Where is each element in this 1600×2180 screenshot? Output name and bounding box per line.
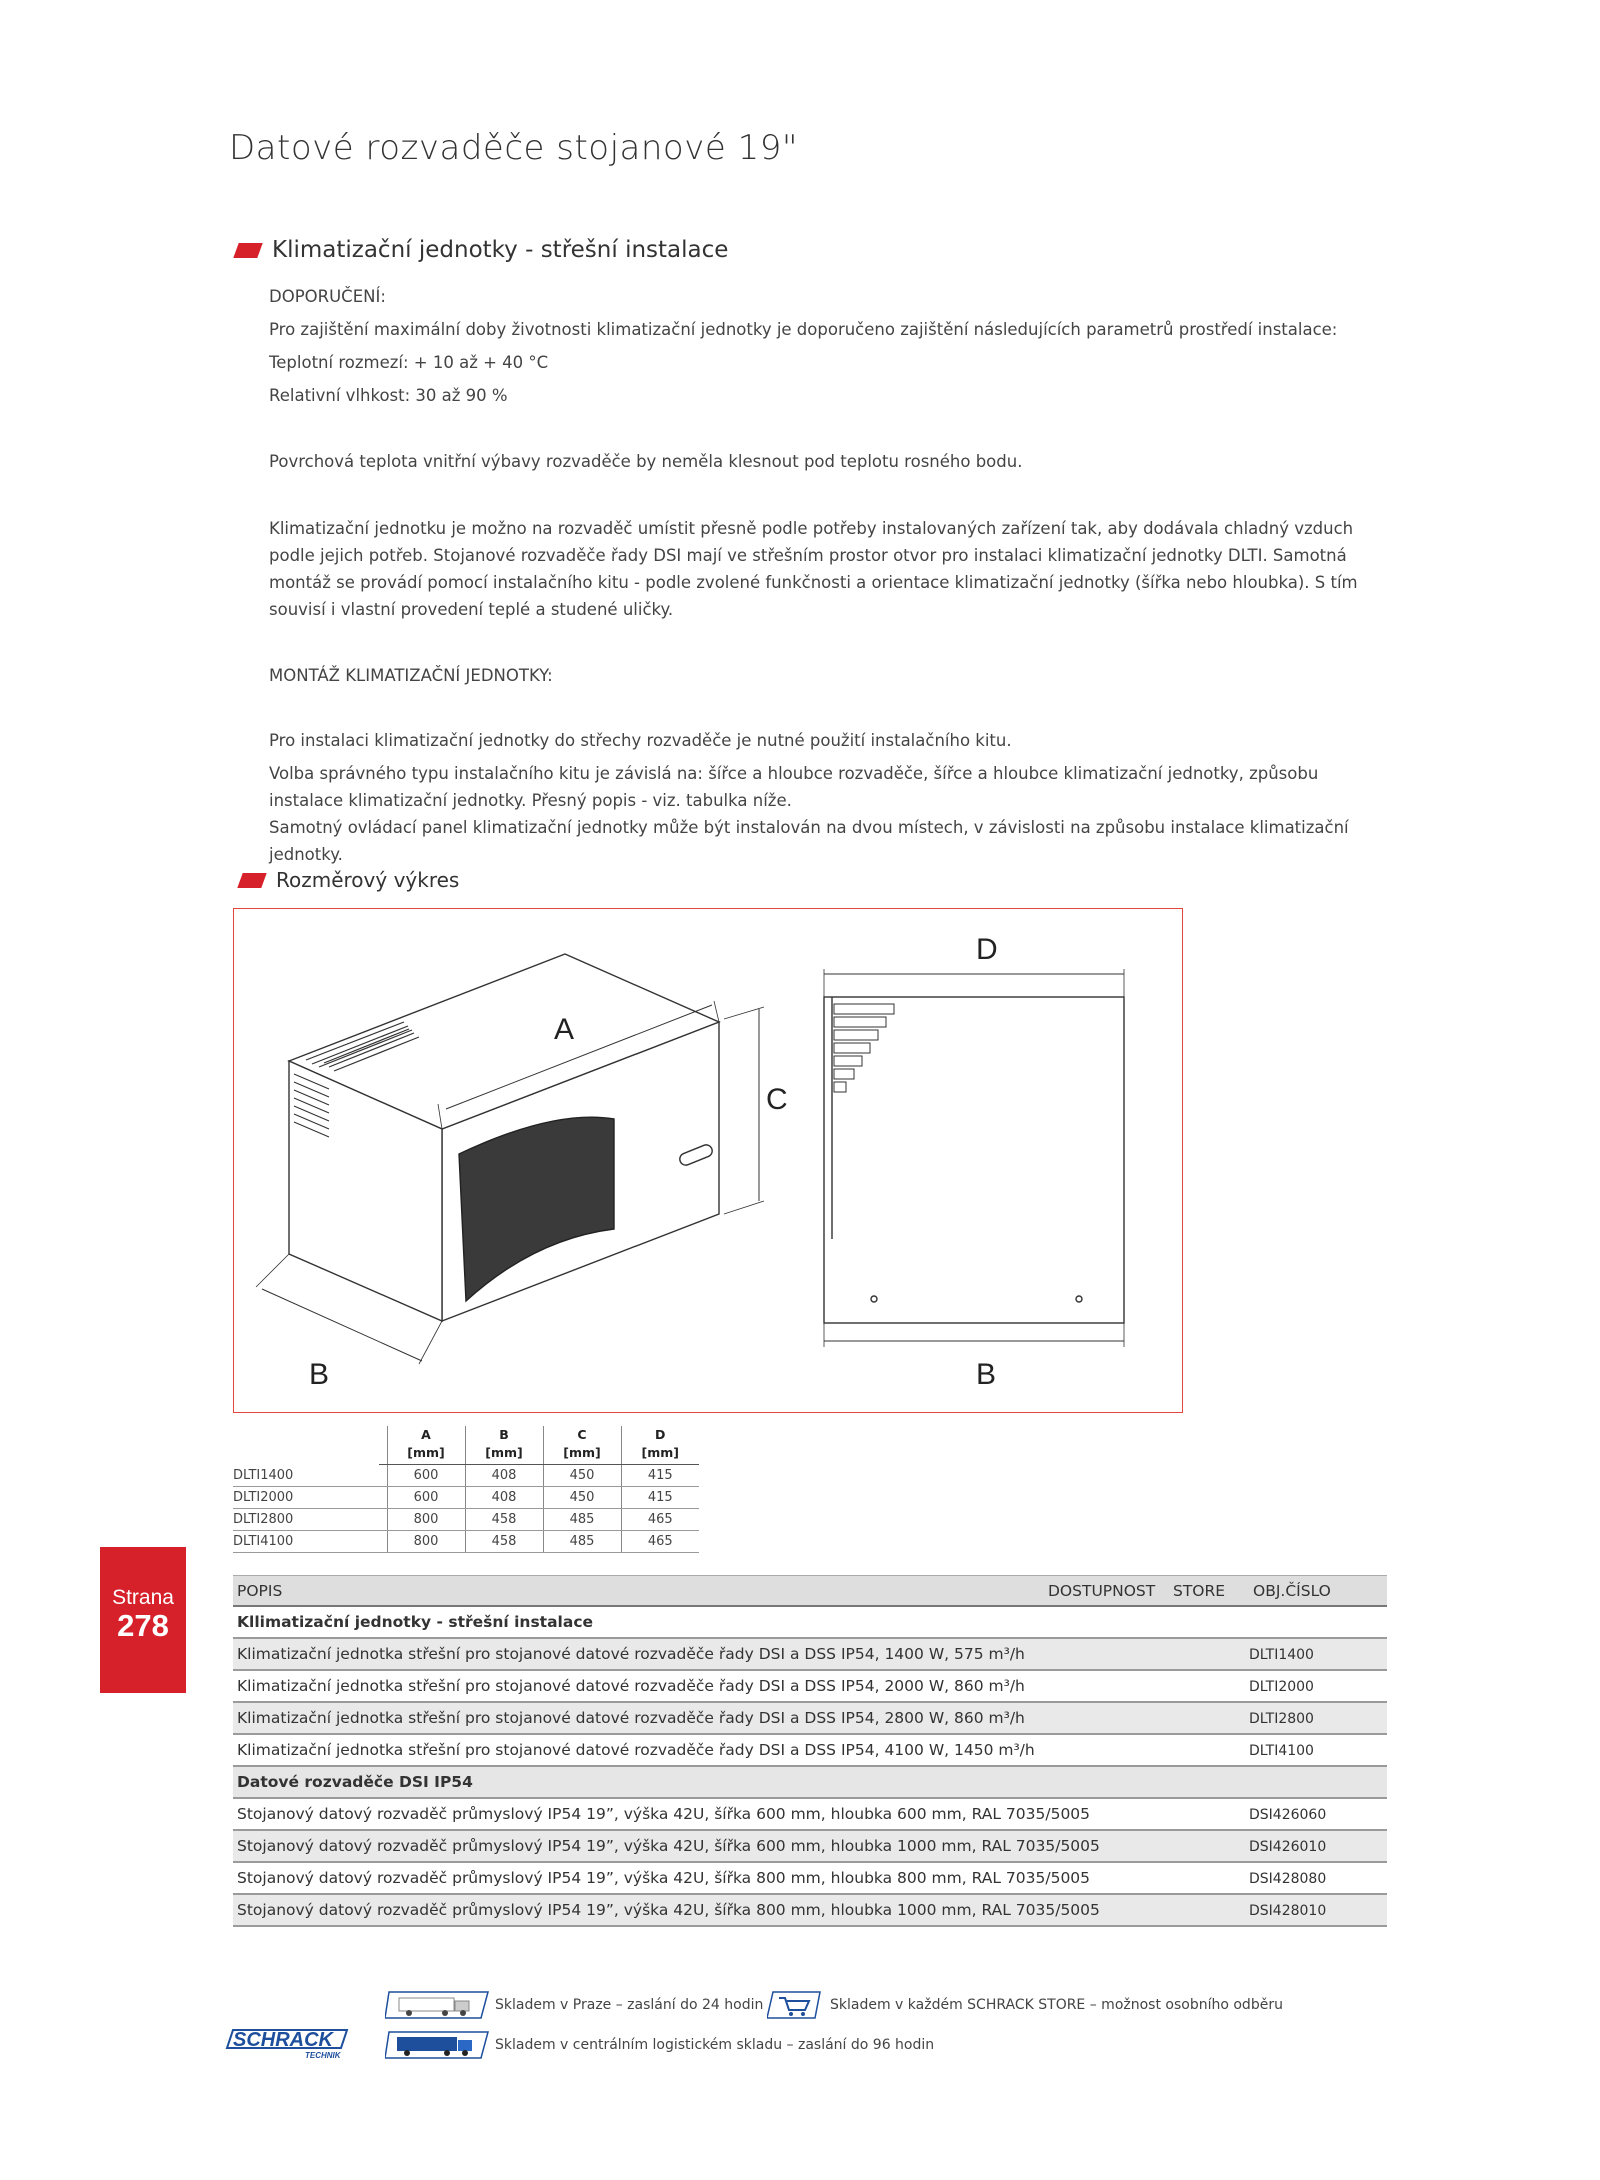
recommend-temp xyxy=(269,349,1389,376)
table-row: Klimatizační jednotka střešní pro stojanové datové rozvaděče řady DSI a DSS IP54, 1400 W, 575 m³/h DLTI1400 xyxy=(233,1639,1387,1671)
recommend-intro xyxy=(269,316,1389,343)
col-dostupnost: DOSTUPNOST xyxy=(1048,1582,1156,1600)
humidity-text: Relativní vlhkost: 30 až 90 % xyxy=(269,386,508,405)
recommend-intro-text: Pro zajištění maximální doby životnosti klimatizační jednotky je doporučeno zajištění následujících parametrů prostředí instalace: xyxy=(269,320,1338,339)
section-marker-icon xyxy=(233,243,262,258)
recommend-placement xyxy=(269,515,1389,623)
dim-label-a: A xyxy=(554,1013,575,1046)
dim-label-b-side: B xyxy=(976,1358,997,1391)
temp-range-text: Teplotní rozmezí: + 10 až + 40 °C xyxy=(269,353,549,372)
mounting-p2-text: Volba správného typu instalačního kitu je závislá na: šířce a hloubce rozvaděče, šířce a hloubce klimatizační jednotky, způsobu instalace klimatizační jednotky. Přesný popis - viz. tabulka níže. xyxy=(269,764,1319,810)
mounting-p1 xyxy=(269,727,1389,754)
truck-prague-icon xyxy=(385,1990,490,2020)
table-row: DLTI2800 800 458 485 465 xyxy=(233,1509,699,1531)
table-row: Stojanový datový rozvaděč průmyslový IP54 19”, výška 42U, šířka 800 mm, hloubka 1000 mm, RAL 7035/5005 DSI428010 xyxy=(233,1895,1387,1927)
side-view-body xyxy=(824,997,1124,1323)
group-header-aircon: Kllimatizační jednotky - střešní instalace xyxy=(233,1607,1387,1639)
mounting-p3-text: Samotný ovládací panel klimatizační jednotky může být instalován na dvou místech, v závislosti na způsobu instalace klimatizační jednotky. xyxy=(269,818,1349,864)
section-heading-drawing xyxy=(240,868,459,892)
col-popis: POPIS xyxy=(237,1582,283,1600)
dim-col-a: A [mm] xyxy=(387,1426,465,1465)
dim-col-d: D [mm] xyxy=(621,1426,699,1465)
table-row: Klimatizační jednotka střešní pro stojanové datové rozvaděče řady DSI a DSS IP54, 2800 W, 860 m³/h DLTI2800 xyxy=(233,1703,1387,1735)
col-obj-cislo: OBJ.ČÍSLO xyxy=(1253,1582,1331,1600)
svg-text:TECHNIK: TECHNIK xyxy=(305,2051,341,2060)
mounting-heading-text: MONTÁŽ KLIMATIZAČNÍ JEDNOTKY: xyxy=(269,666,553,685)
surface-temp-text: Povrchová teplota vnitřní výbavy rozvaděče by neměla klesnout pod teplotu rosného bodu. xyxy=(269,452,1023,471)
legend-central: Skladem v centrálním logistickém skladu – zaslání do 96 hodin xyxy=(495,2037,935,2053)
legend-prague: Skladem v Praze – zaslání do 24 hodin xyxy=(495,1997,764,2013)
drawing-svg xyxy=(234,909,1184,1414)
legend-store: Skladem v každém SCHRACK STORE – možnost osobního odběru xyxy=(830,1997,1283,2013)
mounting-p2 xyxy=(269,760,1389,868)
page-number: 278 xyxy=(117,1608,169,1643)
mounting-p1-text: Pro instalaci klimatizační jednotky do střechy rozvaděče je nutné použití instalačního kitu. xyxy=(269,731,1012,750)
table-row: DLTI1400 600 408 450 415 xyxy=(233,1465,699,1487)
truck-central-icon xyxy=(385,2030,490,2060)
dim-col-b: B [mm] xyxy=(465,1426,543,1465)
section-title: Klimatizační jednotky - střešní instalace xyxy=(272,237,729,263)
recommend-heading: DOPORUČENÍ: xyxy=(269,287,386,306)
page-number-tab xyxy=(100,1547,186,1693)
dim-col-c: C [mm] xyxy=(543,1426,621,1465)
table-row: Stojanový datový rozvaděč průmyslový IP54 19”, výška 42U, šířka 600 mm, hloubka 1000 mm, RAL 7035/5005 DSI426010 xyxy=(233,1831,1387,1863)
table-row: Stojanový datový rozvaděč průmyslový IP54 19”, výška 42U, šířka 600 mm, hloubka 600 mm, RAL 7035/5005 DSI426060 xyxy=(233,1799,1387,1831)
group-header-racks: Datové rozvaděče DSI IP54 xyxy=(233,1767,1387,1799)
placement-text: Klimatizační jednotku je možno na rozvaděč umístit přesně podle potřeby instalovaných zařízení tak, aby dodávala chladný vzduch podle jejich potřeb. Stojanové rozvaděče řady DSI mají ve střešním prostor otvor pro instalaci klimatizační jednotky DLTI. Samotná montáž se provádí pomocí instalačního kitu - podle zvolené funkčnosti a orientace klimatizační jednotky (šířka nebo hloubka). S tím souvisí i vlastní provedení teplé a studené uličky. xyxy=(269,519,1358,619)
product-table xyxy=(233,1575,1387,1927)
section-marker-icon xyxy=(237,873,266,888)
dimension-table xyxy=(233,1426,699,1553)
table-row: DLTI2000 600 408 450 415 xyxy=(233,1487,699,1509)
dim-table-header xyxy=(233,1426,699,1465)
dim-label-d: D xyxy=(976,933,998,966)
recommend-humidity xyxy=(269,382,1389,409)
svg-text:SCHRACK: SCHRACK xyxy=(233,2029,333,2051)
table-row: DLTI4100 800 458 485 465 xyxy=(233,1531,699,1553)
dimension-drawing xyxy=(233,908,1183,1413)
section-title: Rozměrový výkres xyxy=(276,868,460,892)
recommendation-block xyxy=(269,283,1389,310)
store-cart-icon xyxy=(767,1990,822,2020)
dim-label-c: C xyxy=(766,1083,788,1116)
table-row: Klimatizační jednotka střešní pro stojanové datové rozvaděče řady DSI a DSS IP54, 2000 W, 860 m³/h DLTI2000 xyxy=(233,1671,1387,1703)
product-table-header xyxy=(233,1575,1387,1607)
table-row: Stojanový datový rozvaděč průmyslový IP54 19”, výška 42U, šířka 800 mm, hloubka 800 mm, RAL 7035/5005 DSI428080 xyxy=(233,1863,1387,1895)
col-store: STORE xyxy=(1173,1582,1226,1600)
schrack-logo xyxy=(225,1992,365,2062)
table-row: Klimatizační jednotka střešní pro stojanové datové rozvaděče řady DSI a DSS IP54, 4100 W, 1450 m³/h DLTI4100 xyxy=(233,1735,1387,1767)
section-heading-aircon xyxy=(236,237,728,263)
page-title: Datové rozvaděče stojanové 19" xyxy=(229,128,798,168)
page-label: Strana xyxy=(112,1586,174,1609)
dim-label-b-front: B xyxy=(309,1358,330,1391)
mounting-heading xyxy=(269,662,1389,689)
recommend-surface xyxy=(269,448,1389,475)
